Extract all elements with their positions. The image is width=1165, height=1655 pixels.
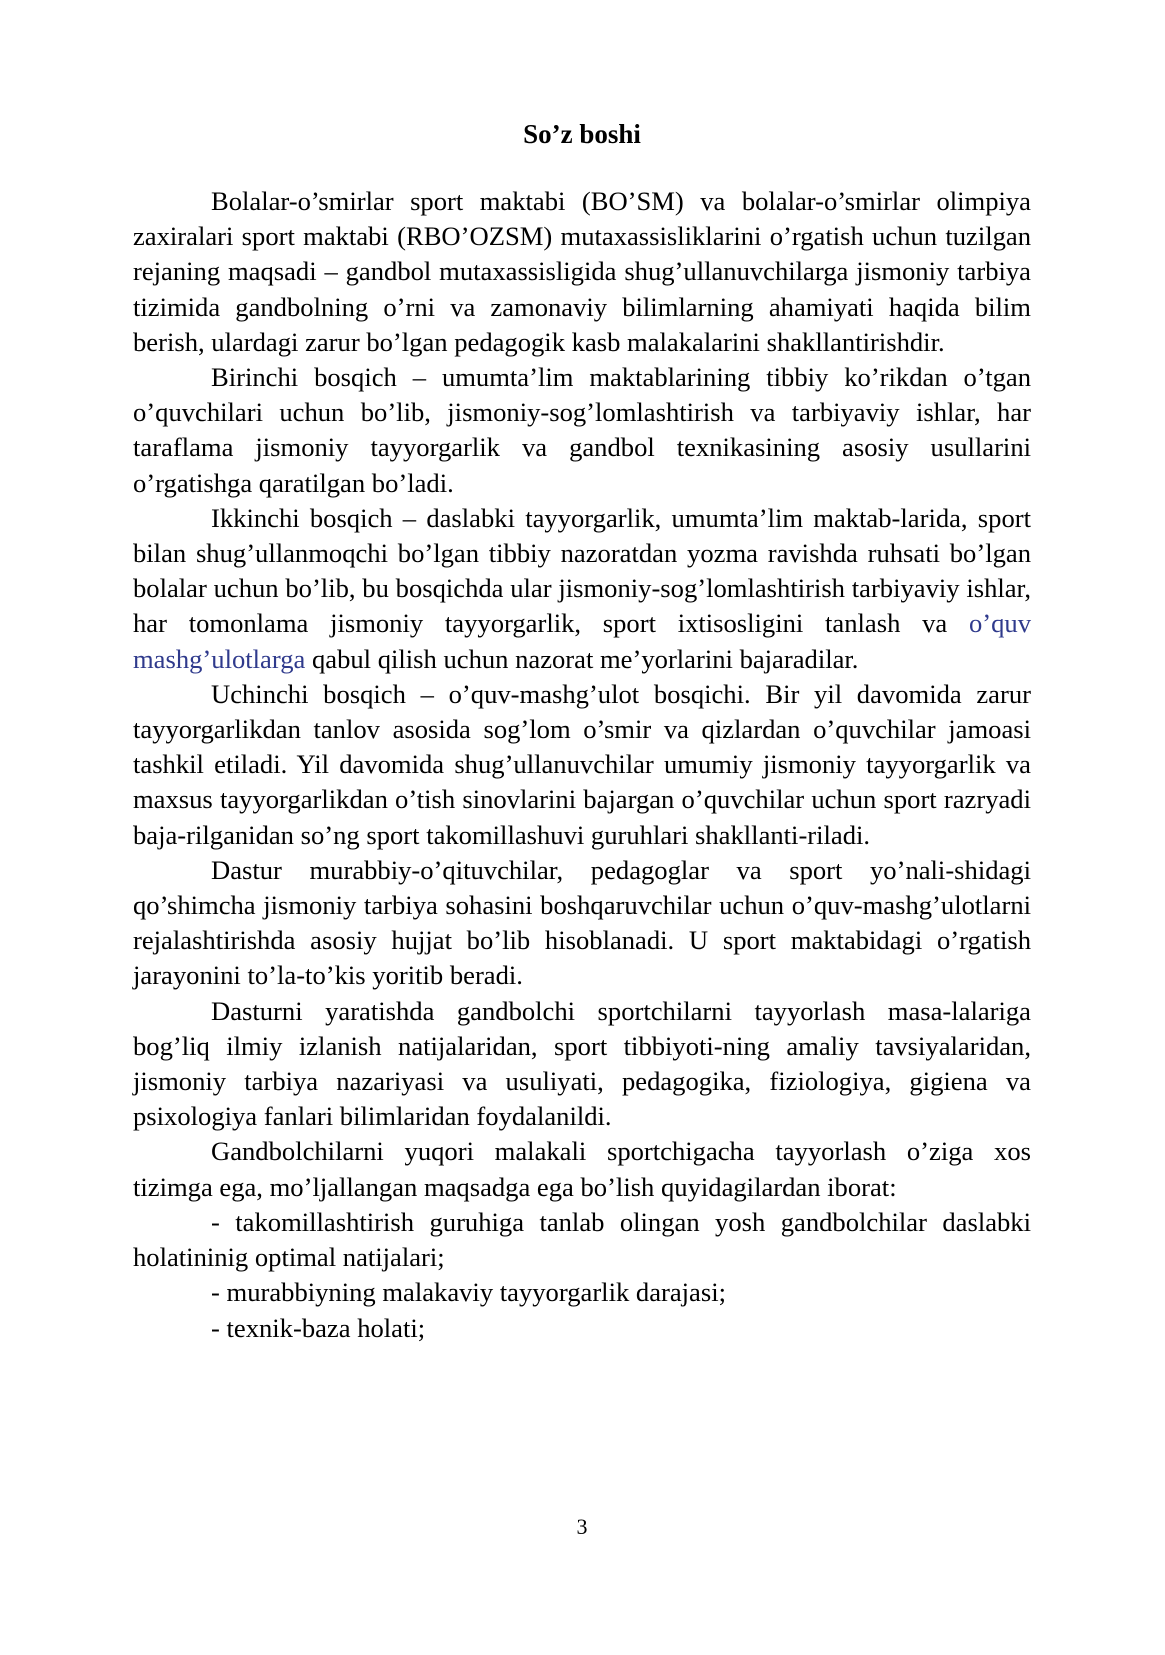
training-sessions-link[interactable]: o’quv mashg’ulotlarga — [133, 608, 1031, 674]
page-title: So’z boshi — [523, 119, 641, 149]
paragraph-sources: Dasturni yaratishda gandbolchi sportchilarni tayyorlash masa-lalariga bog’liq ilmiy izlanish natijalaridan, sport tibbiyoti-ning amaliy tavsiyalaridan, jismoniy tarbiya nazariyasi va usuliyati, pedagogika, fiziologiya, gigiena va psixologiya fanlari bilimlaridan foydalanildi. — [133, 995, 1031, 1132]
paragraph-stage-one: Birinchi bosqich – umumta’lim maktablarining tibbiy ko’rikdan o’tgan o’quvchilari uchun bo’lib, jismoniy-sog’lomlashtirish va tarbiyaviy ishlar, har taraflama jismoniy tayyorgarlik va gandbol texnikasining asosiy usullarini o’rgatishga qaratilgan bo’ladi. — [133, 362, 1031, 498]
document-page — [133, 0, 1031, 1655]
paragraph-intro: Bolalar-o’smirlar sport maktabi (BO’SM) va bolalar-o’smirlar olimpiya zaxiralari sport maktabi (RBO’OZSM) mutaxassisliklarini o’rgatish uchun tuzilgan rejaning maqsadi – gandbol mutaxassisligida shug’ullanuvchilarga jismoniy tarbiya tizimida gandbolning o’rni va zamonaviy bilimlarning ahamiyati haqida bilim berish, ulardagi zarur bo’lgan pedagogik kasb malakalarini shakllantirishdir. — [133, 186, 1031, 357]
body-text — [133, 184, 1031, 1346]
paragraph-program: Dastur murabbiy-o’qituvchilar, pedagoglar va sport yo’nali-shidagi qo’shimcha jismoniy tarbiya sohasini boshqaruvchilar uchun o’quv-mashg’ulotlarni rejalashtirishda asosiy hujjat bo’lib hisoblanadi. U sport maktabidagi o’rgatish jarayonini to’la-to’kis yoritib beradi. — [133, 854, 1031, 991]
list-item: - murabbiyning malakaviy tayyorgarlik darajasi; — [211, 1277, 726, 1308]
list-item: - takomillashtirish guruhiga tanlab olingan yosh gandbolchilar daslabki holatininig optimal natijalari; — [133, 1206, 1031, 1273]
paragraph-stage-two-text-after: qabul qilish uchun nazorat me’yorlarini bajaradilar. — [305, 643, 859, 674]
paragraph-stage-three: Uchinchi bosqich – o’quv-mashg’ulot bosqichi. Bir yil davomida zarur tayyorgarlikdan tanlov asosida sog’lom o’smir va qizlardan o’quvchilar jamoasi tashkil etiladi. Yil davomida shug’ullanuvchilar umumiy jismoniy tayyorgarlik va maxsus tayyorgarlikdan o’tish sinovlarini bajargan o’quvchilar uchun sport razryadi baja-rilganidan so’ng sport takomillashuvi guruhlari shakllanti-riladi. — [133, 678, 1031, 850]
list-item: - texnik-baza holati; — [211, 1312, 426, 1343]
paragraph-stage-two — [133, 501, 1031, 677]
paragraph-stage-two-text-before: Ikkinchi bosqich – daslabki tayyorgarlik, umumta’lim maktab-larida, sport bilan shug’ullanmoqchi bo’lgan tibbiy nazoratdan yozma ravishda ruhsati bo’lgan bolalar uchun bo’lib, bu bosqichda ular jismoniy-sog’lomlashtirish tarbiyaviy ishlar, har tomonlama jismoniy tayyorgarlik, sport ixtisosligini tanlash va — [133, 502, 1031, 639]
page-number: 3 — [576, 1514, 588, 1539]
paragraph-system: Gandbolchilarni yuqori malakali sportchigacha tayyorlash o’ziga xos tizimga ega, mo’ljallangan maqsadga ega bo’lish quyidagilardan iborat: — [133, 1136, 1031, 1202]
